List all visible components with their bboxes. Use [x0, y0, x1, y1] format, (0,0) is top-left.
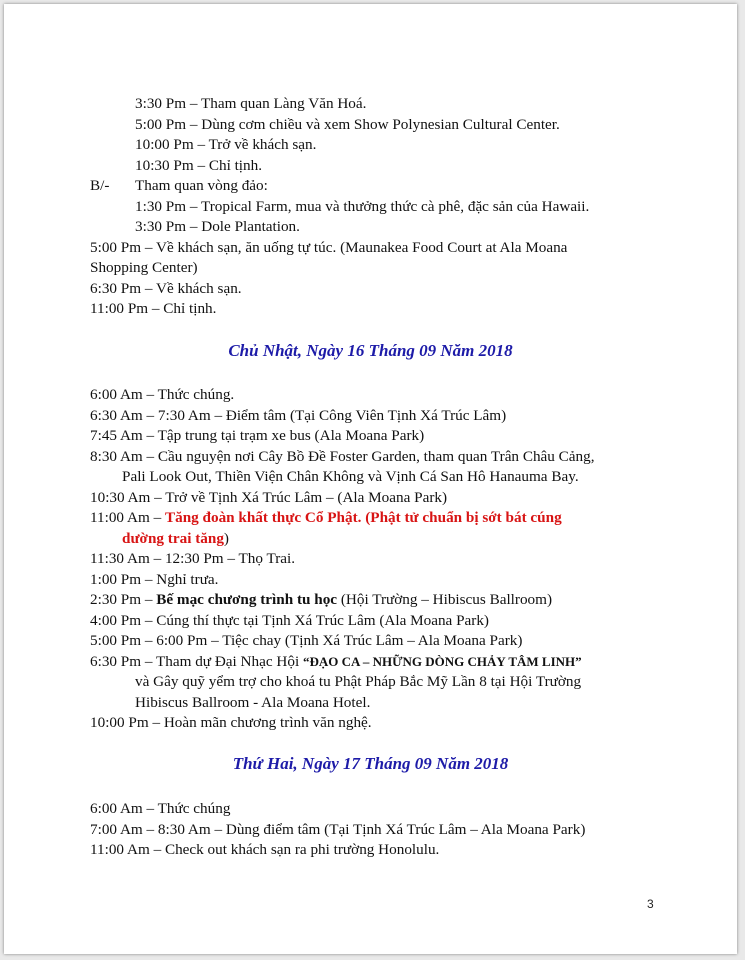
schedule-line: 10:00 Pm – Hoàn mãn chương trình văn nghệ. — [90, 714, 372, 731]
alms-note-continued: dường trai tăng — [122, 530, 224, 547]
schedule-line: 6:30 Pm – Về khách sạn. — [90, 280, 242, 297]
schedule-line: 4:00 Pm – Cúng thí thực tại Tịnh Xá Trúc Lâm (Ala Moana Park) — [90, 612, 489, 629]
alms-time: 11:00 Am – — [90, 509, 162, 526]
document-page — [4, 4, 737, 954]
concert-title: “ĐẠO CA – NHỮNG DÒNG CHẢY TÂM LINH” — [302, 654, 582, 669]
closing-time: 2:30 Pm – — [90, 591, 153, 608]
closing-line — [90, 590, 552, 610]
schedule-line: Shopping Center) — [90, 259, 198, 276]
schedule-line: 3:30 Pm – Tham quan Làng Văn Hoá. — [135, 95, 367, 112]
schedule-line: 5:00 Pm – Dùng cơm chiều và xem Show Polynesian Cultural Center. — [135, 116, 560, 133]
schedule-line: 6:30 Am – 7:30 Am – Điểm tâm (Tại Công Viên Tịnh Xá Trúc Lâm) — [90, 407, 507, 424]
schedule-line: 10:00 Pm – Trở về khách sạn. — [135, 136, 317, 153]
alms-note: (Phật tử chuẩn bị sớt bát cúng — [365, 509, 562, 526]
schedule-line: 5:00 Pm – 6:00 Pm – Tiệc chay (Tịnh Xá Trúc Lâm – Ala Moana Park) — [90, 632, 523, 649]
alms-line-continued — [122, 529, 229, 549]
day-heading-sunday: Chủ Nhật, Ngày 16 Tháng 09 Năm 2018 — [228, 341, 513, 360]
schedule-line: 7:45 Am – Tập trung tại trạm xe bus (Ala Moana Park) — [90, 427, 425, 444]
schedule-line: 3:30 Pm – Dole Plantation. — [135, 218, 300, 235]
page-number: 3 — [647, 897, 654, 911]
schedule-line: và Gây quỹ yểm trợ cho khoá tu Phật Pháp Bắc Mỹ Lần 8 tại Hội Trường — [135, 673, 582, 690]
day-heading-monday: Thứ Hai, Ngày 17 Tháng 09 Năm 2018 — [232, 754, 509, 773]
section-label: B/- — [90, 177, 110, 194]
schedule-line: 7:00 Am – 8:30 Am – Dùng điểm tâm (Tại Tịnh Xá Trúc Lâm – Ala Moana Park) — [90, 821, 586, 838]
schedule-line: 8:30 Am – Cầu nguyện nơi Cây Bồ Đề Foster Garden, tham quan Trân Châu Cảng, — [90, 448, 595, 465]
section-title: Tham quan vòng đảo: — [135, 177, 268, 194]
schedule-line: 11:00 Pm – Chỉ tịnh. — [90, 300, 217, 317]
closing-title: Bế mạc chương trình tu học — [156, 591, 338, 608]
closing-location: (Hội Trường – Hibiscus Ballroom) — [340, 591, 553, 608]
schedule-line: 10:30 Am – Trở về Tịnh Xá Trúc Lâm – (Ala Moana Park) — [90, 489, 448, 506]
schedule-line: 1:30 Pm – Tropical Farm, mua và thưởng thức cà phê, đặc sản của Hawaii. — [135, 198, 590, 215]
schedule-line: 10:30 Pm – Chỉ tịnh. — [135, 157, 263, 174]
schedule-line: 6:00 Am – Thức chúng — [90, 800, 231, 817]
schedule-line: Pali Look Out, Thiền Viện Chân Không và Vịnh Cá San Hô Hanauma Bay. — [122, 468, 579, 485]
schedule-line: Hibiscus Ballroom - Ala Moana Hotel. — [135, 694, 371, 711]
schedule-line: 1:00 Pm – Nghỉ trưa. — [90, 571, 219, 588]
schedule-line: 11:00 Am – Check out khách sạn ra phi trường Honolulu. — [90, 841, 440, 858]
alms-line — [90, 508, 562, 528]
schedule-line: 5:00 Pm – Về khách sạn, ăn uống tự túc. (Maunakea Food Court at Ala Moana — [90, 239, 568, 256]
concert-line — [90, 652, 582, 672]
alms-close: ) — [223, 530, 229, 547]
schedule-line: 6:00 Am – Thức chúng. — [90, 386, 235, 403]
schedule-line: 11:30 Am – 12:30 Pm – Thọ Trai. — [90, 550, 296, 567]
alms-highlight: Tăng đoàn khất thực Cổ Phật. — [164, 509, 362, 526]
concert-intro: 6:30 Pm – Tham dự Đại Nhạc Hội — [90, 653, 300, 670]
